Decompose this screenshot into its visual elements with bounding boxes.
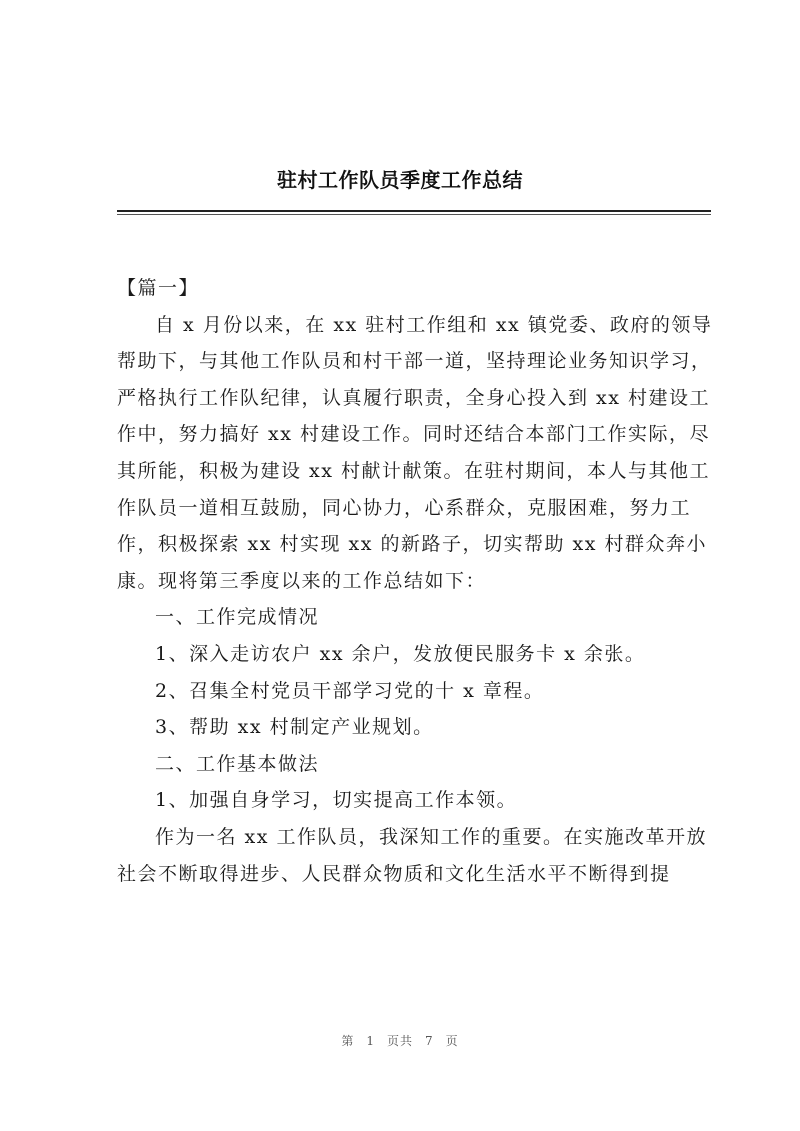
footer-page-number: 1 bbox=[366, 1034, 375, 1048]
footer-prefix: 第 bbox=[341, 1034, 355, 1048]
title-rule-thick bbox=[117, 210, 711, 212]
paragraph-2: 作为一名 xx 工作队员，我深知工作的重要。在实施改革开放社会不断取得进步、人民群众物质和文化生活水平不断得到提 bbox=[117, 825, 708, 885]
subsection-1: 1、加强自身学习，切实提高工作本领。 bbox=[155, 789, 518, 812]
intro-paragraph: 自 x 月份以来，在 xx 驻村工作组和 xx 镇党委、政府的领导帮助下，与其他工作队员和村干部一道，坚持理论业务知识学习，严格执行工作队纪律，认真履行职责，全身心投入到 xx 村建设工作中，努力搞好 xx 村建设工作。同时还结合本部门工作实际，尽其所能，积极为建设 xx 村献计献策。在驻村期间，本人与其他工作队员一道相互鼓励，同心协力，心系群众，克服困难，努力工作，积极探索 xx 村实现 xx 的新路子，切实帮助 xx 村群众奔小康。现将第三季度以来的工作总结如下： bbox=[117, 313, 713, 592]
title-rule-thin bbox=[117, 214, 711, 215]
list-item-3: 3、帮助 xx 村制定产业规划。 bbox=[155, 716, 434, 739]
section-heading: 【篇一】 bbox=[117, 277, 200, 299]
part2-title: 二、工作基本做法 bbox=[155, 752, 320, 775]
document-body bbox=[117, 270, 717, 892]
footer-suffix: 页 bbox=[445, 1034, 459, 1048]
list-item-1: 1、深入走访农户 xx 余户，发放便民服务卡 x 余张。 bbox=[155, 642, 646, 665]
footer-total-pages: 7 bbox=[425, 1034, 434, 1048]
footer-middle: 页共 bbox=[386, 1034, 413, 1048]
document-title: 驻村工作队员季度工作总结 bbox=[277, 168, 523, 192]
part1-title: 一、工作完成情况 bbox=[155, 606, 320, 629]
page-footer bbox=[0, 1032, 800, 1049]
list-item-2: 2、召集全村党员干部学习党的十 x 章程。 bbox=[155, 679, 545, 702]
